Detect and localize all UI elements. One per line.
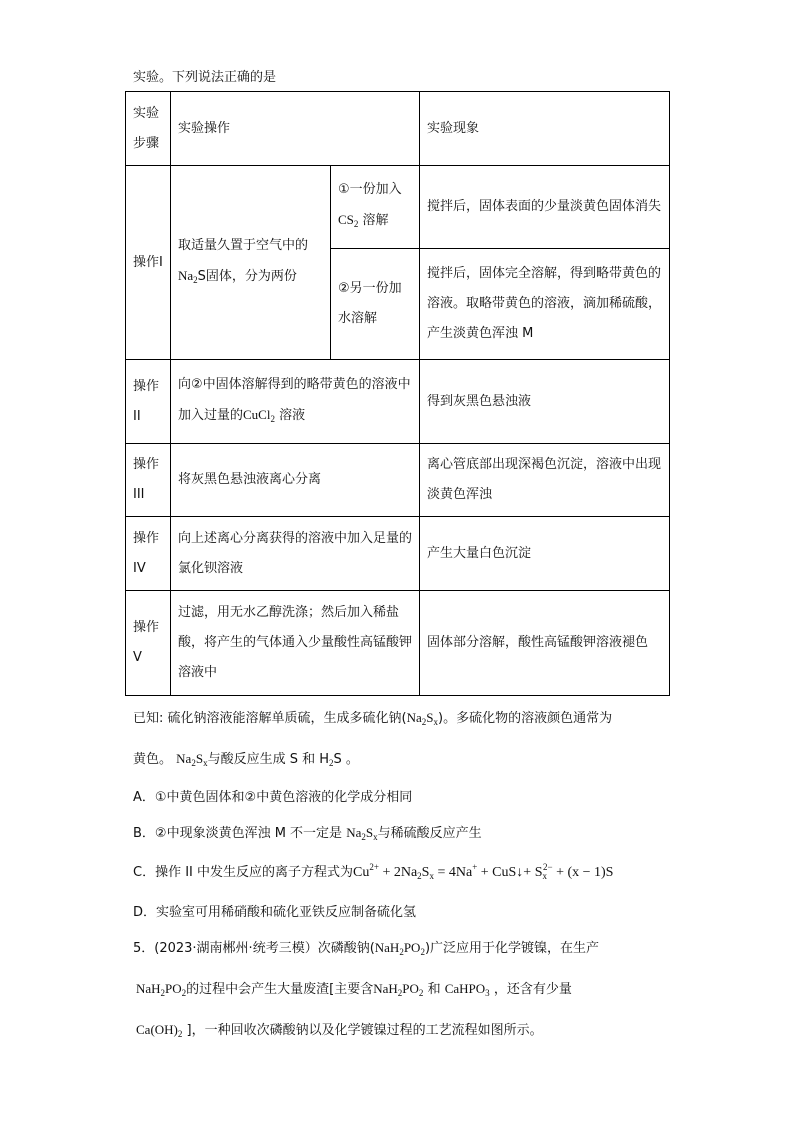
table-row	[126, 360, 670, 444]
sub-operation-cell: ②另一份加水溶解	[331, 249, 420, 360]
phenomenon-cell: 搅拌后，固体表面的少量淡黄色固体消失	[420, 166, 670, 249]
option-c: C．操作 II 中发生反应的离子方程式为$Cu^{2+} + 2Na_2S_x = 4Na^+$ + CuS↓+ $S_x^{2-} + (x - 1)S$	[133, 862, 614, 881]
header-operation: 实验操作	[171, 92, 420, 166]
phenomenon-cell: 离心管底部出现深褐色沉淀，溶液中出现淡黄色浑浊	[420, 444, 670, 517]
option-b: B．②中现象淡黄色浑浊 M 不一定是 $Na_2S_x$与稀硫酸反应产生	[133, 825, 482, 842]
header-phenomenon: 实验现象	[420, 92, 670, 166]
option-a: A．①中黄色固体和②中黄色溶液的化学成分相同	[133, 790, 413, 805]
experiment-table	[125, 91, 670, 696]
table-row	[126, 591, 670, 696]
table-header-row	[126, 92, 670, 166]
question-5-line-3: $Ca(OH)_2$ ]，一种回收次磷酸钠以及化学镀镍过程的工艺流程如图所示。	[136, 1022, 543, 1039]
operation-cell: 向②中固体溶解得到的略带黄色的溶液中加入过量的CuCl$_2$ 溶液	[171, 360, 420, 444]
step-cell: 操作IV	[126, 517, 171, 591]
table-row	[126, 166, 670, 249]
question-5-line-1: 5．(2023·湖南郴州·统考三模）次磷酸钠$(NaH_2PO_2)$广泛应用于化学镀镍，在生产	[133, 940, 600, 957]
step-cell: 操作I	[126, 166, 171, 360]
operation-cell: 取适量久置于空气中的 $Na_2S$固体，分为两份	[171, 166, 331, 360]
phenomenon-cell: 得到灰黑色悬浊液	[420, 360, 670, 444]
operation-cell: 过滤，用无水乙醇洗涤；然后加入稀盐酸，将产生的气体通入少量酸性高锰酸钾溶液中	[171, 591, 420, 696]
sub-operation-cell: ①一份加入 $CS_2$ 溶解	[331, 166, 420, 249]
step-cell: 操作II	[126, 360, 171, 444]
phenomenon-cell: 搅拌后，固体完全溶解，得到略带黄色的溶液。取略带黄色的溶液，滴加稀硫酸，产生淡黄色浑浊 M	[420, 249, 670, 360]
table-row	[126, 517, 670, 591]
phenomenon-cell: 产生大量白色沉淀	[420, 517, 670, 591]
operation-cell: 将灰黑色悬浊液离心分离	[171, 444, 420, 517]
step-cell: 操作V	[126, 591, 171, 696]
known-line-1: 已知: 硫化钠溶液能溶解单质硫，生成多硫化钠$(Na_2S_x)$。多硫化物的溶液颜色通常为	[133, 710, 613, 727]
table-row	[126, 444, 670, 517]
step-cell: 操作III	[126, 444, 171, 517]
intro-text: 实验。下列说法正确的是	[133, 70, 277, 85]
option-d: D．实验室可用稀硝酸和硫化亚铁反应制备硫化氢	[133, 905, 417, 920]
question-5-line-2: $NaH_2PO_2$的过程中会产生大量废渣[主要含$NaH_2PO_2$ 和 CaHPO$_3$ ，还含有少量	[136, 981, 572, 998]
known-line-2: 黄色。 $Na_2S_x$与酸反应生成 S 和 $H_2S$ 。	[133, 751, 359, 768]
ionic-equation: $Cu^{2+} + 2Na_2S_x = 4Na^+$ + CuS↓+ $S_x^{2-} + (x - 1)S$	[353, 862, 614, 881]
phenomenon-cell: 固体部分溶解，酸性高锰酸钾溶液褪色	[420, 591, 670, 696]
header-step: 实验步骤	[126, 92, 171, 166]
operation-cell: 向上述离心分离获得的溶液中加入足量的氯化钡溶液	[171, 517, 420, 591]
